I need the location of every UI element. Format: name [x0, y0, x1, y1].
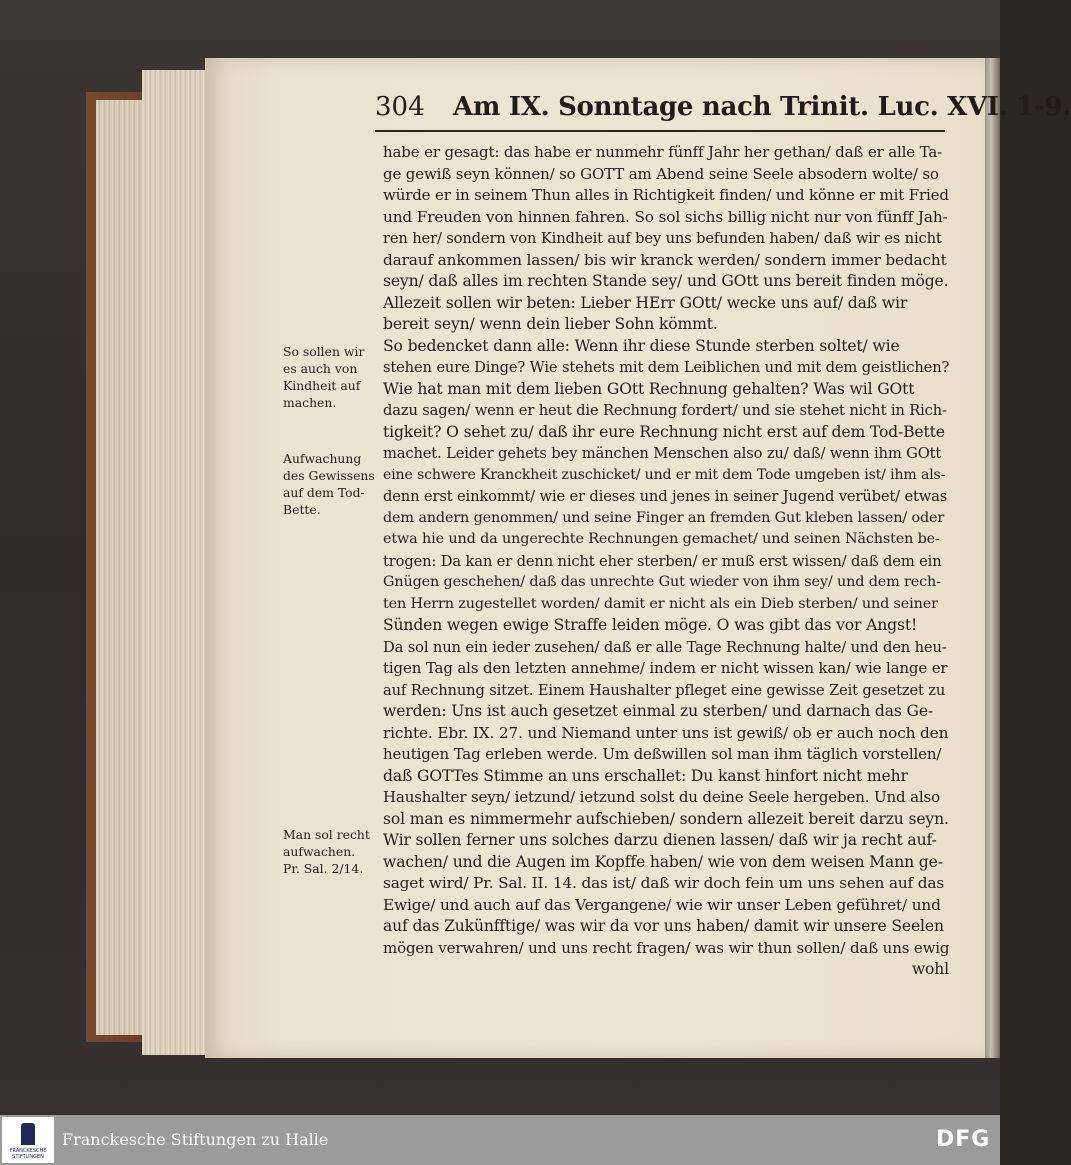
catchword: wohl	[911, 960, 949, 978]
text-line: Haushalter seyn/ ietzund/ ietzund solst du deine Seele hergeben. Und also	[383, 788, 940, 806]
page-number: 304	[375, 92, 425, 122]
margin-note-line: Aufwachung	[283, 451, 362, 466]
text-line: Wie hat man mit dem lieben GOtt Rechnung gehalten? Was wil GOtt	[383, 379, 915, 398]
margin-note-line: Bette.	[283, 502, 321, 517]
text-line: und Freuden von hinnen fahren. So sol sichs billig nicht nur von fünff Jah-	[383, 207, 948, 226]
building-icon	[21, 1123, 35, 1145]
logo-text: FRANCKESCHE STIFTUNGEN	[9, 1148, 47, 1160]
header-title: Am IX. Sonntage nach Trinit. Luc. XVI. 1-9.	[453, 92, 1071, 122]
text-line: werden: Uns ist auch gesetzet einmal zu sterben/ und darnach das Ge-	[383, 702, 934, 720]
facing-page-edge	[985, 58, 1000, 1058]
text-line: saget wird/ Pr. Sal. II. 14. das ist/ daß wir doch fein um uns sehen auf das	[383, 874, 945, 892]
text-line: trogen: Da kan er denn nicht eher sterben/ er muß erst wissen/ daß dem ein	[383, 552, 942, 570]
text-line: tigkeit? O sehet zu/ daß ihr eure Rechnung nicht erst auf dem Tod-Bette	[383, 422, 945, 441]
margin-note-line: des Gewissens	[283, 468, 375, 483]
text-line: dazu sagen/ wenn er heut die Rechnung fordert/ und sie stehet nicht in Rich-	[383, 402, 947, 419]
text-line: mögen verwahren/ und uns recht fragen/ was wir thun sollen/ daß uns ewig	[383, 938, 950, 957]
text-line: tigen Tag als den letzten annehme/ indem er nicht wissen kan/ wie lange er	[383, 659, 948, 677]
margin-note-line: machen.	[283, 395, 337, 410]
margin-note-3	[283, 826, 378, 877]
text-line: dem andern genommen/ und seine Finger an fremden Gut kleben lassen/ oder	[383, 509, 945, 526]
text-line: stehen eure Dinge? Wie stehets mit dem Leiblichen und mit dem geistlichen?	[383, 359, 950, 376]
institution-name: Franckesche Stiftungen zu Halle	[62, 1130, 329, 1149]
margin-note-line: es auch von	[283, 361, 358, 376]
text-line: heutigen Tag erleben werde. Um deßwillen sol man ihm täglich vorstellen/	[383, 745, 942, 763]
text-line: wachen/ und die Augen im Kopffe haben/ wie von dem weisen Mann ge-	[383, 852, 943, 871]
text-line: Ewige/ und auch auf das Vergangene/ wie wir unser Leben geführet/ und	[383, 895, 941, 914]
text-line: ge gewiß seyn können/ so GOTT am Abend seine Seele absodern wolte/ so	[383, 164, 939, 183]
text-line: daß GOTTes Stimme an uns erschallet: Du kanst hinfort nicht mehr	[383, 766, 908, 785]
margin-note-line: So sollen wir	[283, 344, 365, 359]
text-line: darauf ankommen lassen/ bis wir kranck werden/ sondern immer bedacht	[383, 250, 947, 269]
main-text	[383, 142, 949, 981]
text-line: auf Rechnung sitzet. Einem Haushalter pfleget eine gewisse Zeit gesetzet zu	[383, 681, 946, 699]
text-line: seyn/ daß alles im rechten Stande sey/ und GOtt uns bereit finden möge.	[383, 272, 949, 290]
text-line: etwa hie und da ungerechte Rechnungen gemachet/ und seinen Nächsten be-	[383, 531, 940, 547]
text-line: auf das Zukünfftige/ was wir da vor uns haben/ damit wir unsere Seelen	[383, 917, 944, 935]
text-line: ten Herrn zugestellet worden/ damit er nicht als ein Dieb sterben/ und seiner	[383, 595, 938, 612]
margin-note-2	[283, 450, 378, 518]
institution-logo[interactable]	[2, 1117, 54, 1163]
text-line: Da sol nun ein ieder zusehen/ daß er alle Tage Rechnung halte/ und den heu-	[383, 638, 947, 656]
margin-note-line: Kindheit auf	[283, 378, 361, 393]
margin-note-line: Man sol recht	[283, 827, 370, 842]
margin-note-line: Pr. Sal. 2/14.	[283, 861, 364, 876]
text-line: So bedencket dann alle: Wenn ihr diese Stunde sterben soltet/ wie	[383, 336, 900, 355]
text-line: denn erst einkommt/ wie er dieses und jenes in seiner Jugend verübet/ etwas	[383, 488, 948, 505]
page-stack	[142, 70, 212, 1055]
text-line: würde er in seinem Thun alles in Richtigkeit finden/ und könne er mit Fried	[383, 186, 949, 204]
dfg-logo[interactable]: DFG	[936, 1127, 991, 1152]
text-line: richte. Ebr. IX. 27. und Niemand unter uns ist gewiß/ ob er auch noch den	[383, 723, 949, 742]
margin-note-1	[283, 343, 378, 411]
text-line: Wir sollen ferner uns solches darzu dienen lassen/ daß wir ja recht auf-	[383, 831, 937, 849]
text-line: Sünden wegen ewige Straffe leiden möge. O was gibt das vor Angst!	[383, 616, 918, 634]
text-line: machet. Leider gehets bey mänchen Menschen also zu/ daß/ wenn ihm GOtt	[383, 445, 942, 462]
margin-note-line: auf dem Tod-	[283, 485, 365, 500]
text-line: Allezeit sollen wir beten: Lieber HErr GOtt/ wecke uns auf/ daß wir	[383, 293, 908, 312]
text-line: eine schwere Kranckheit zuschicket/ und er mit dem Tode umgeben ist/ ihm als-	[383, 466, 946, 483]
text-line: sol man es nimmermehr aufschieben/ sondern allezeit bereit darzu seyn.	[383, 809, 949, 828]
margin-note-line: aufwachen.	[283, 844, 356, 859]
text-line: Gnügen geschehen/ daß das unrechte Gut wieder von ihm sey/ und dem rech-	[383, 574, 941, 590]
text-line: habe er gesagt: das habe er nunmehr fünff Jahr her gethan/ daß er alle Ta-	[383, 143, 943, 161]
text-line: bereit seyn/ wenn dein lieber Sohn kömmt.	[383, 315, 718, 333]
text-line: ren her/ sondern von Kindheit auf bey uns befunden haben/ daß wir es nicht	[383, 230, 942, 247]
running-head	[375, 92, 1071, 132]
